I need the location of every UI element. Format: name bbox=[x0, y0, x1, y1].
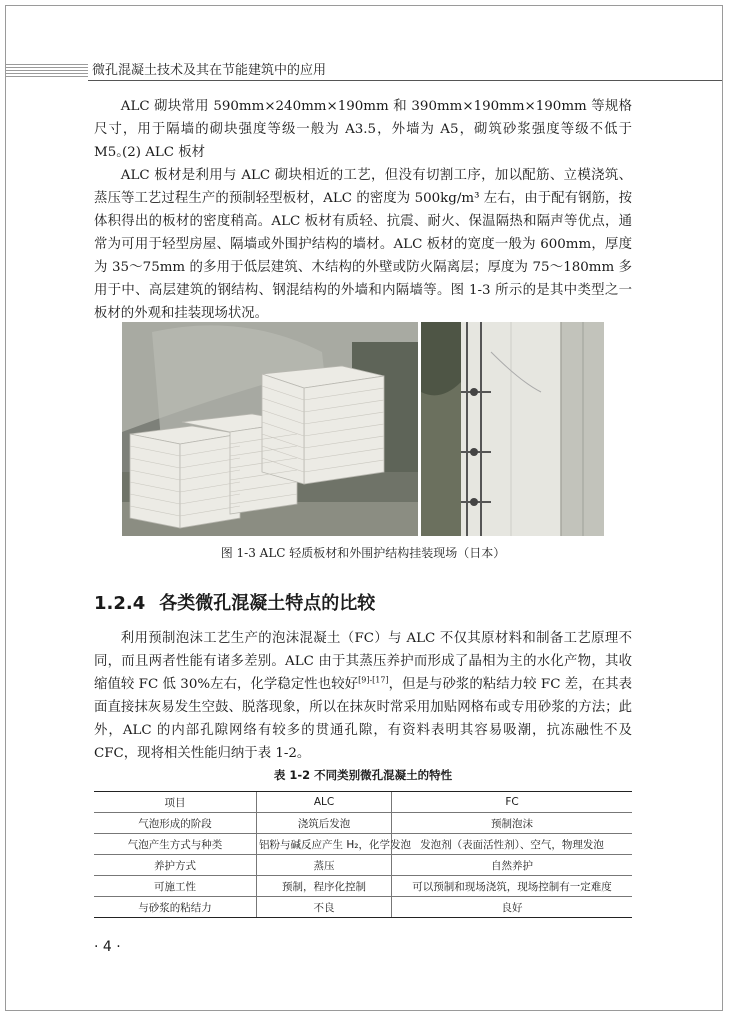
paragraph-comparison-text-cont: ，但是与砂浆的粘结力较 FC 差，在其表面直接抹灰易发生空鼓、脱落现象，所以在抹灰时常采用加贴网格布或专用砂浆的方法；此外，ALC 的内部孔隙网络有较多的贯通孔隙，有资料表明其容易吸潮，抗冻融性不及 CFC，现将相关性能归纳于表 1-2。 bbox=[94, 677, 632, 761]
table-cell: 养护方式 bbox=[94, 855, 257, 876]
paragraph-comparison-text: 利用预制泡沫工艺生产的泡沫混凝土（FC）与 ALC 不仅其原材料和制备工艺原理不同，而且两者性能有诸多差别。ALC 由于其蒸压养护而形成了晶相为主的水化产物，其收缩值较 FC 低 30%左右，化学稳定性也较好 bbox=[94, 631, 632, 692]
table-header-cell: 项目 bbox=[94, 792, 257, 813]
table-header-cell: FC bbox=[392, 792, 633, 813]
table-cell: 浇筑后发泡 bbox=[257, 813, 392, 834]
table-cell: 预制，程序化控制 bbox=[257, 876, 392, 897]
table-cell: 预制泡沫 bbox=[392, 813, 633, 834]
table-cell: 不良 bbox=[257, 897, 392, 918]
table-header-row bbox=[94, 792, 632, 813]
table-cell: 发泡剂（表面活性剂）、空气，物理发泡 bbox=[392, 834, 633, 855]
running-header-title: 微孔混凝土技术及其在节能建筑中的应用 bbox=[92, 63, 327, 78]
table-cell: 与砂浆的粘结力 bbox=[94, 897, 257, 918]
citation-reference: [9]-[17] bbox=[358, 675, 389, 685]
table-cell: 蒸压 bbox=[257, 855, 392, 876]
paragraph-block-sizes: ALC 砌块常用 590mm×240mm×190mm 和 390mm×190mm×190mm 等规格尺寸，用于隔墙的砌块强度等级一般为 A3.5，外墙为 A5，砌筑砂浆强度等级不低于 M5。 bbox=[94, 99, 632, 160]
table-header-cell: ALC bbox=[257, 792, 392, 813]
header-rule bbox=[88, 80, 722, 81]
section-title: 各类微孔混凝土特点的比较 bbox=[159, 593, 376, 614]
table-row bbox=[94, 813, 632, 834]
table-title: 表 1-2 不同类别微孔混凝土的特性 bbox=[273, 768, 453, 782]
table-cell: 自然养护 bbox=[392, 855, 633, 876]
table-cell: 可施工性 bbox=[94, 876, 257, 897]
header-hatch-decoration bbox=[6, 64, 88, 78]
table-row bbox=[94, 897, 632, 918]
table-cell: 气泡产生方式与种类 bbox=[94, 834, 257, 855]
alc-panel-stacks-photo bbox=[122, 322, 418, 536]
table-cell: 可以预制和现场浇筑，现场控制有一定难度 bbox=[392, 876, 633, 897]
paragraph-comparison bbox=[94, 627, 632, 765]
exterior-wall-installation-photo bbox=[421, 322, 604, 536]
table-row bbox=[94, 855, 632, 876]
table-row bbox=[94, 834, 632, 855]
table-row bbox=[94, 876, 632, 897]
section-heading bbox=[94, 592, 375, 616]
sub-heading-alc-panel: (2) ALC 板材 bbox=[122, 145, 206, 160]
figure-caption: 图 1-3 ALC 轻质板材和外围护结构挂装现场（日本） bbox=[220, 546, 506, 560]
paragraph-alc-panel: ALC 板材是利用与 ALC 砌块相近的工艺，但没有切割工序，加以配筋、立模浇筑、蒸压等工艺过程生产的预制轻型板材，ALC 的密度为 500kg/m³ 左右，由于配有钢筋，按体积得出的板材的密度稍高。ALC 板材有质轻、抗震、耐火、保温隔热和隔声等优点，通常为可用于轻型房屋、隔墙或外围护结构的墙材。ALC 板材的宽度一般为 600mm，厚度为 35～75mm 的多用于低层建筑、木结构的外壁或防火隔离层；厚度为 75～180mm 多用于中、高层建筑的钢结构、钢混结构的外墙和内隔墙等。图 1-3 所示的是其中类型之一板材的外观和挂装现场状况。 bbox=[94, 168, 632, 321]
table-cell: 铝粉与碱反应产生 H₂，化学发泡 bbox=[257, 834, 392, 855]
table-cell: 气泡形成的阶段 bbox=[94, 813, 257, 834]
table-cell: 良好 bbox=[392, 897, 633, 918]
properties-table bbox=[94, 791, 632, 918]
section-number: 1.2.4 bbox=[94, 593, 146, 614]
page-number: · 4 · bbox=[94, 939, 121, 955]
